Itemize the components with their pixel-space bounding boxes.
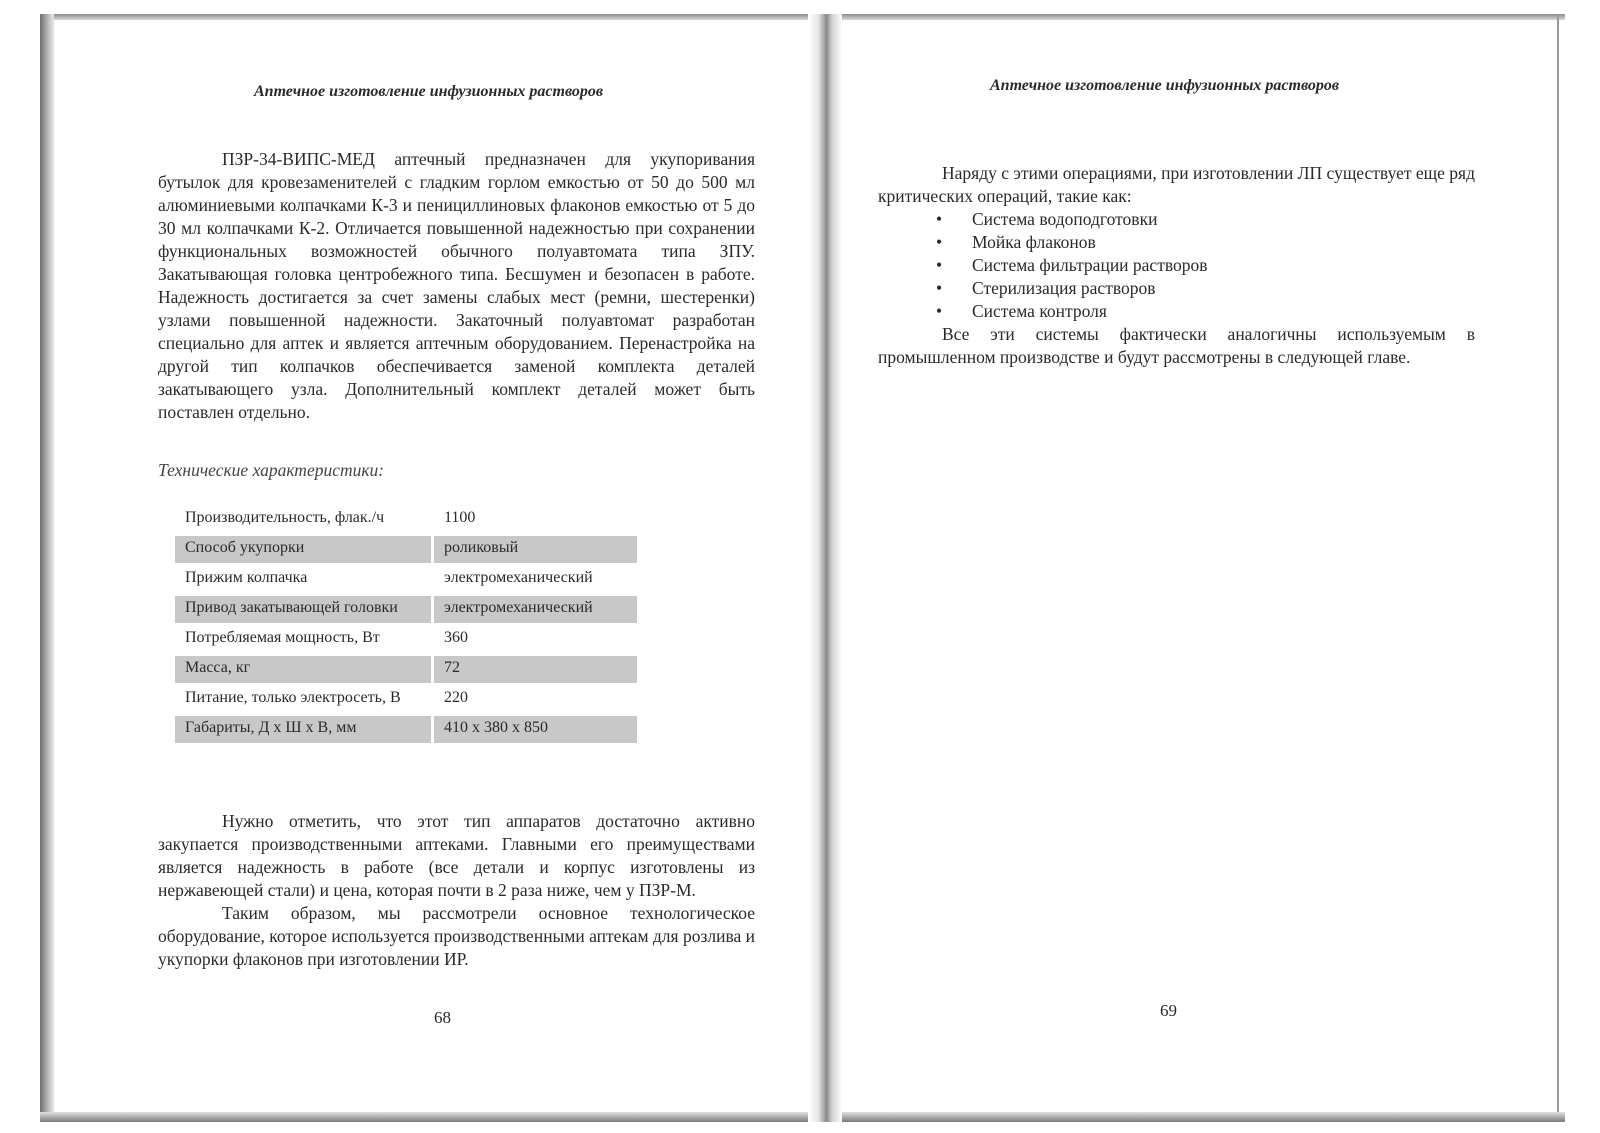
spec-value: 1100: [434, 506, 637, 533]
spec-value: 410 х 380 х 850: [434, 716, 637, 743]
right-page: [842, 20, 1557, 1112]
left-running-head: Аптечное изготовление инфузионных растворов: [254, 83, 604, 100]
table-row: [175, 596, 637, 623]
list-item: • Система контроля: [878, 300, 1475, 323]
table-row: [175, 626, 637, 653]
spec-value: 220: [434, 686, 637, 713]
left-paragraph-3: Таким образом, мы рассмотрели основное технологическое оборудование, которое используется производственными аптекам для розлива и укупорки флаконов при изготовлении ИР.: [158, 903, 756, 969]
list-item: • Мойка флаконов: [878, 231, 1475, 254]
spec-key: Потребляемая мощность, Вт: [175, 626, 431, 653]
left-paragraph-2: Нужно отметить, что этот тип аппаратов достаточно активно закупается производственными аптеками. Главными его преимуществами является надежность в работе (все детали и корпус изготовлены из нержавеющей стали) и цена, которая почти в 2 раза ниже, чем у ПЗР-М.: [158, 811, 755, 900]
list-item: • Система фильтрации растворов: [878, 254, 1475, 277]
table-row: [175, 716, 637, 743]
right-intro-paragraph: Наряду с этими операциями, при изготовлении ЛП существует еще ряд критических операций, такие как:: [878, 163, 1475, 206]
spec-key: Габариты, Д х Ш х В, мм: [175, 716, 431, 743]
spec-key: Способ укупорки: [175, 536, 431, 563]
left-page: [54, 20, 808, 1112]
spec-value: 360: [434, 626, 637, 653]
scan-edge-bottom: [40, 1112, 1565, 1122]
spec-value: 72: [434, 656, 637, 683]
left-closing-text: [158, 810, 755, 971]
spec-key: Производительность, флак./ч: [175, 506, 431, 533]
list-item: • Система водоподготовки: [878, 208, 1475, 231]
spec-value: электромеханический: [434, 596, 637, 623]
spec-key: Питание, только электросеть, В: [175, 686, 431, 713]
table-row: [175, 656, 637, 683]
specs-table: [172, 503, 640, 746]
specs-section-title: Технические характеристики:: [158, 460, 385, 480]
table-row: [175, 566, 637, 593]
spec-key: Привод закатывающей головки: [175, 596, 431, 623]
left-intro-paragraph: ПЗР-34-ВИПС-МЕД аптечный предназначен для укупоривания бутылок для кровезаменителей с гладким горлом емкостью от 50 до 500 мл алюминиевыми колпачками К-3 и пенициллиновых флаконов емкостью от 5 до 30 мл колпачками К-2. Отличается повышенной надежностью при сохранении функциональных возможностей обычного полуавтомата типа ЗПУ. Закатывающая головка центробежного типа. Бесшумен и безопасен в работе. Надежность достигается за счет замены слабых мест (ремни, шестеренки) узлами повышенной надежности. Закаточный полуавтомат разработан специально для аптек и является аптечным оборудованием. Перенастройка на другой тип колпачков обеспечивается заменой комплекта деталей закатывающего узла. Дополнительный комплект деталей может быть поставлен отдельно.: [158, 149, 755, 422]
table-row: [175, 506, 637, 533]
right-running-head: Аптечное изготовление инфузионных растворов: [990, 77, 1340, 94]
critical-operations-list: [878, 208, 1475, 323]
right-page-number: 69: [1160, 1001, 1177, 1020]
table-row: [175, 686, 637, 713]
book-gutter: [808, 14, 842, 1122]
scan-edge-left: [40, 14, 54, 1122]
table-row: [175, 536, 637, 563]
spec-value: роликовый: [434, 536, 637, 563]
spec-value: электромеханический: [434, 566, 637, 593]
right-closing-paragraph: Все эти системы фактически аналогичны используемым в промышленном производстве и будут рассмотрены в следующей главе.: [878, 324, 1475, 367]
list-item: • Стерилизация растворов: [878, 277, 1475, 300]
spec-key: Масса, кг: [175, 656, 431, 683]
right-body-text: [878, 162, 1475, 369]
spec-key: Прижим колпачка: [175, 566, 431, 593]
left-page-number: 68: [434, 1008, 451, 1027]
left-intro-text: [158, 148, 755, 424]
scan-edge-right: [1557, 14, 1559, 1114]
